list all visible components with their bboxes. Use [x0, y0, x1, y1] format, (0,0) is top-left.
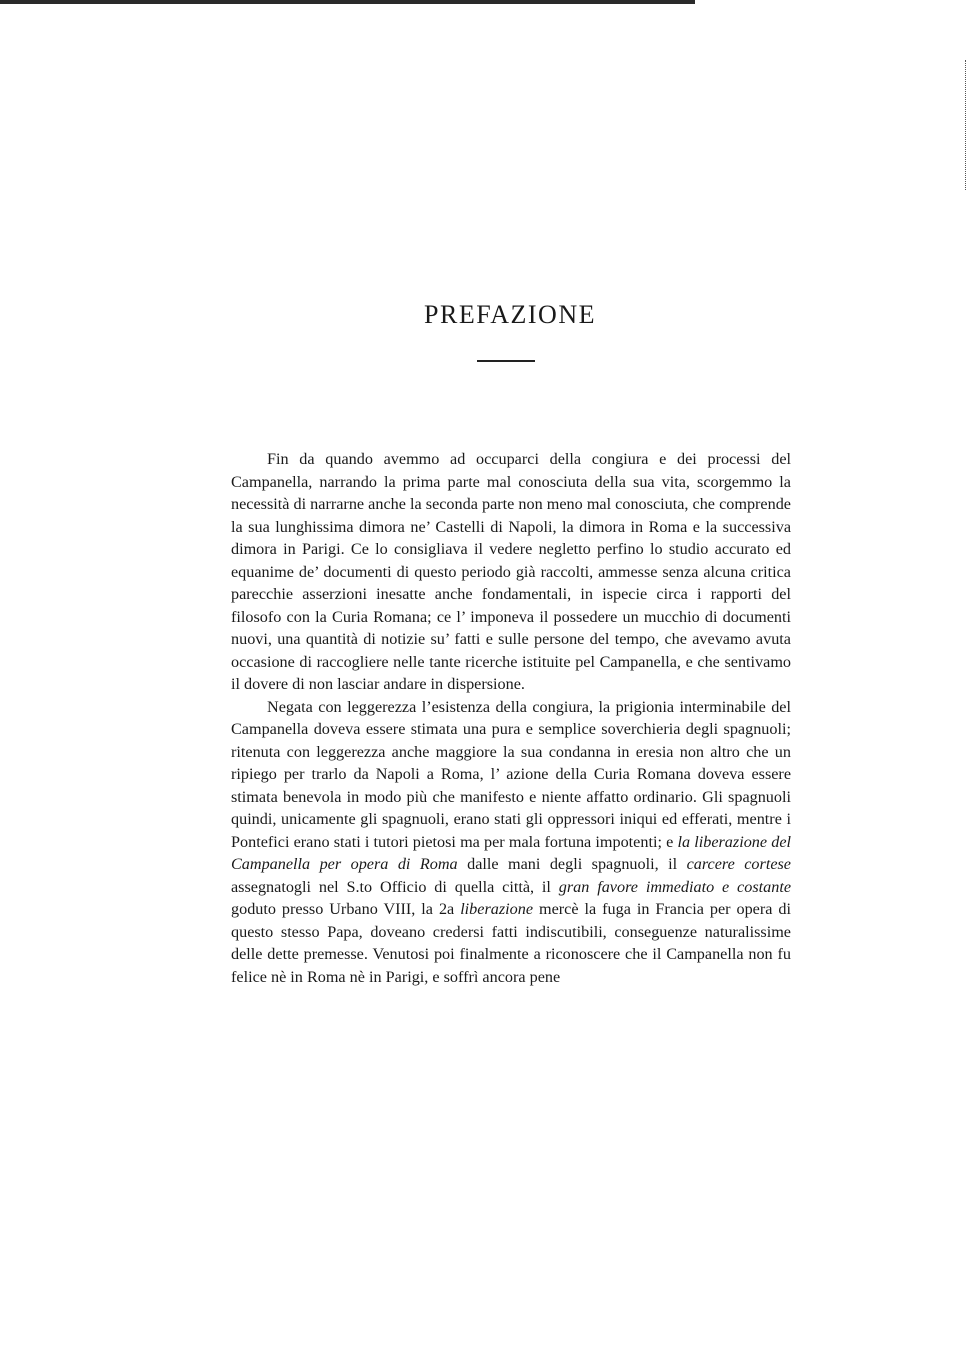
- title-underline: [477, 360, 535, 362]
- body-text: [231, 448, 791, 988]
- text-segment: Negata con leggerezza l’esistenza della congiura, la prigionia interminabile del Campanella doveva essere stimata una pura e semplice soverchieria degli spagnuoli; ritenuta con leggerezza anche maggiore la sua condanna in eresia non altro che un ripiego per trarlo da Napoli a Roma, l’ azione della Curia Romana doveva essere stimata benevola in modo più che manifesto e niente affatto ordinario. Gli spagnuoli quindi, unicamente gli spagnuoli, erano stati gli oppressori iniqui ed efferati, mentre i Pontefici erano stati i tutori pietosi ma per mala fortuna impotenti; e: [231, 697, 791, 851]
- italic-phrase: gran favore immediato e costante: [558, 877, 791, 896]
- italic-phrase: liberazione: [460, 900, 534, 918]
- page-title: PREFAZIONE: [424, 300, 596, 329]
- italic-phrase: carcere cortese: [686, 855, 791, 873]
- text-segment: dalle mani degli spagnuoli, il: [457, 855, 687, 873]
- text-segment: assegnatogli nel S.to Officio di quella città, il: [231, 877, 559, 896]
- page-edge-mark: [965, 60, 967, 190]
- text-segment: Fin da quando avemmo ad occuparci della congiura e dei processi del Campanella, narrando la prima parte mal conosciuta della sua vita, scorgemmo la necessità di narrarne anche la seconda parte non meno mal conosciuta, che comprende la sua lunghissima dimora ne’ Castelli di Napoli, la dimora in Roma e la successiva dimora in Parigi. Ce lo consigliava il vedere negletto perfino lo studio accurato ed equanime de’ documenti di questo periodo già raccolti, ammesse senza alcuna critica parecchie asserzioni inesatte anche fondamentali, in ispecie circa i rapporti del filosofo con la Curia Romana; ce l’ imponeva il possedere un mucchio di documenti nuovi, una quantità di notizie su’ fatti e sulle persone del tempo, che avevamo avuta occasione di raccogliere nelle tante ricerche istituite pel Campanella, e che sentivamo il dovere di non lasciar andare in dispersione.: [231, 450, 791, 693]
- paragraph: [231, 448, 791, 696]
- paragraph: [231, 696, 791, 989]
- text-segment: mercè la fuga in Francia per opera di questo stesso Papa, doveano credersi fatti indiscutibili, conseguenze naturalissime delle dette premesse. Venutosi poi finalmente a riconoscere che il Campanella non fu felice nè in Roma nè in Parigi, e soffrì ancora pene: [231, 900, 791, 986]
- italic-phrase: la liberazione del Campanella per opera di Roma: [231, 832, 792, 873]
- text-segment: goduto presso Urbano VIII, la 2a: [231, 900, 461, 918]
- top-border-rule: [0, 0, 695, 4]
